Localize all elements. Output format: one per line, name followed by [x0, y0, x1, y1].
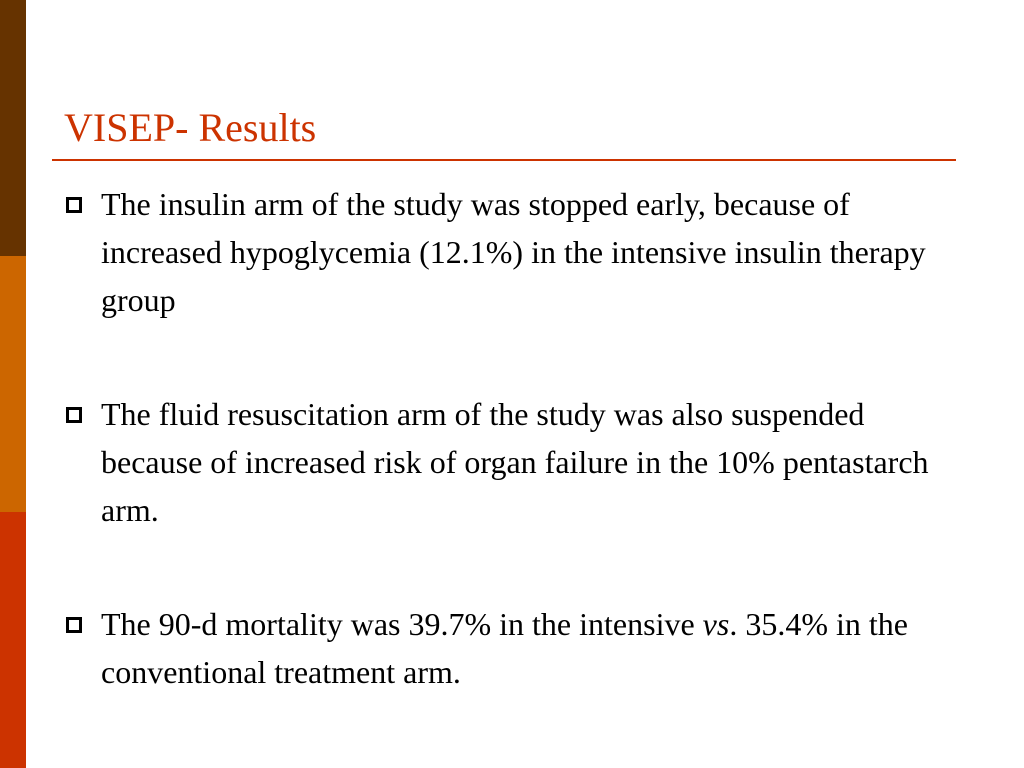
hollow-square-bullet-icon [66, 407, 82, 423]
bullet-text-italic: vs [702, 606, 730, 642]
hollow-square-bullet-icon [66, 197, 82, 213]
bullet-text: The insulin arm of the study was stopped early, because of increased hypoglycemia (12.1%) in the intensive insulin therapy group [101, 186, 926, 318]
hollow-square-bullet-icon [66, 617, 82, 633]
sidebar-top-segment [0, 0, 26, 256]
sidebar-bottom-segment [0, 512, 26, 768]
slide-title: VISEP- Results [64, 105, 317, 150]
bullet-text-start: The 90-d mortality was 39.7% in the intensive [101, 606, 703, 642]
bullet-text [101, 600, 950, 696]
bullet-item [60, 390, 950, 534]
bullet-list [60, 180, 950, 696]
bullet-text: The fluid resuscitation arm of the study was also suspended because of increased risk of organ failure in the 10% pentastarch arm. [101, 396, 929, 528]
bullet-item [60, 180, 950, 324]
bullet-item [60, 600, 950, 696]
title-underline [52, 159, 956, 161]
sidebar-middle-segment [0, 256, 26, 512]
bullet-text-end: . 35.4% in the conventional treatment arm. [101, 606, 908, 690]
